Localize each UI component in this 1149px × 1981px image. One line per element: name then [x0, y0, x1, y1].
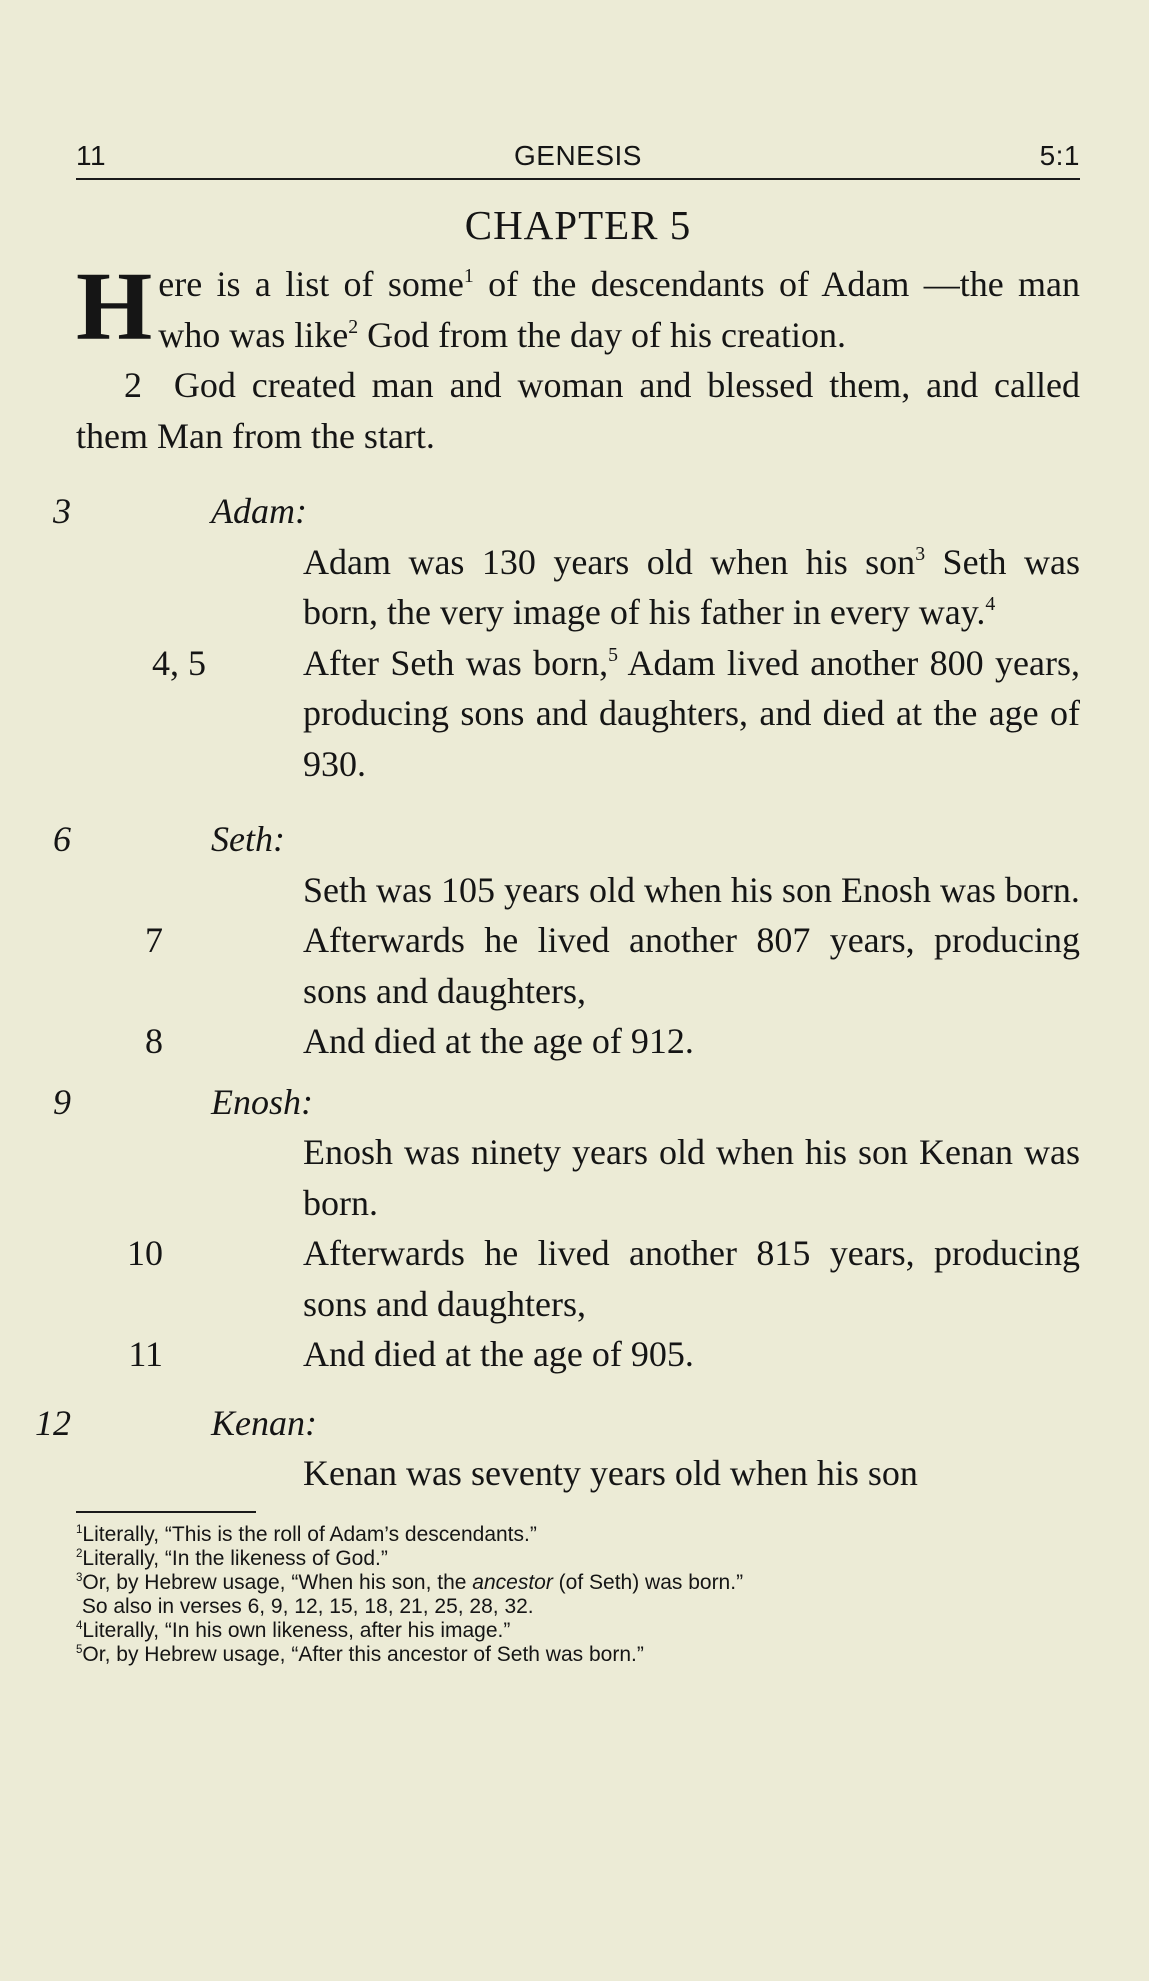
- verse-text: Kenan was seventy years old when his son: [303, 1453, 918, 1493]
- footnote-mark: 3: [76, 1571, 83, 1584]
- verse-4-5: [76, 638, 1080, 790]
- verse-text: Adam lived another 800 years, producing sons and daughters, and died at the age of 930.: [303, 642, 1080, 784]
- intro-paragraph: [76, 253, 1080, 361]
- footnote-rule: [76, 1511, 256, 1513]
- verse-6: [76, 865, 1080, 916]
- running-head: [76, 140, 1080, 180]
- footnote-1: [76, 1523, 1080, 1547]
- chapter-verse-reference: 5:1: [1039, 140, 1080, 171]
- verse-number: 9: [53, 1081, 71, 1122]
- footnotes: [76, 1523, 1080, 1667]
- book-title: GENESIS: [514, 140, 642, 171]
- verse-text: Enosh was ninety years old when his son Kenan was born.: [303, 1132, 1080, 1223]
- verse-text: After Seth was born,: [303, 642, 609, 683]
- verse-8: [76, 1016, 1080, 1067]
- footnote-5: [76, 1643, 1080, 1667]
- verse-number: 10: [127, 1233, 163, 1273]
- verse-number: 11: [128, 1334, 163, 1374]
- footnote-mark: 4: [76, 1619, 83, 1632]
- drop-cap: H: [76, 253, 153, 361]
- intro-text: ere is a list of some: [158, 264, 464, 304]
- footnote-text: Or, by Hebrew usage, “When his son, the: [82, 1570, 473, 1594]
- footnote-mark: 2: [76, 1547, 83, 1560]
- chapter-title: CHAPTER 5: [464, 202, 692, 248]
- footnote-ref: 1: [463, 265, 474, 288]
- intro-text: God from the day of his creation.: [358, 314, 846, 355]
- page: [35, 140, 1080, 1667]
- verse-number: 3: [53, 491, 71, 531]
- intro-text: of the descendants of Adam —the man who was like: [158, 264, 1080, 355]
- footnote-ref: 3: [915, 542, 926, 565]
- footnote-4: [76, 1619, 1080, 1643]
- footnote-text: Literally, “This is the roll of Adam’s descendants.”: [82, 1522, 537, 1546]
- verse-number: 6: [53, 819, 71, 859]
- verse-number: 7: [145, 920, 163, 960]
- footnote-text: Literally, “In the likeness of God.”: [82, 1546, 388, 1570]
- header-rule: [76, 178, 1080, 180]
- verse-text: God created man and woman and blessed them, and called them Man from the start.: [76, 365, 1080, 456]
- footnote-text: Literally, “In his own likeness, after his image.”: [82, 1618, 511, 1642]
- verse-number: 8: [145, 1021, 163, 1061]
- person-heading: Seth:: [211, 819, 285, 859]
- footnote-ref: 2: [348, 315, 359, 338]
- verse-text: And died at the age of 905.: [303, 1334, 694, 1374]
- verse-12: [76, 1448, 1080, 1499]
- verse-3: [76, 537, 1080, 638]
- verse-number: 4, 5: [152, 642, 206, 683]
- page-number: 11: [76, 140, 107, 171]
- footnote-italic: ancestor: [472, 1570, 553, 1594]
- verse-number: 2: [124, 365, 142, 405]
- verse-text: Seth was born, the very image of his father in every way.: [303, 541, 1080, 632]
- person-heading: Kenan:: [211, 1402, 317, 1443]
- section-heading-kenan: [35, 1398, 1080, 1449]
- footnote-3-continued: [76, 1595, 1080, 1619]
- footnote-ref: 5: [608, 643, 619, 666]
- section-heading-adam: [53, 486, 1080, 537]
- section-heading-enosh: [53, 1077, 1080, 1128]
- verse-10: [76, 1228, 1080, 1329]
- person-heading: Adam:: [211, 491, 307, 531]
- verse-7: [76, 915, 1080, 1016]
- footnote-text: Or, by Hebrew usage, “After this ancestor of Seth was born.”: [82, 1642, 644, 1666]
- footnote-mark: 1: [76, 1523, 83, 1536]
- verse-9: [76, 1127, 1080, 1228]
- verse-text: And died at the age of 912.: [303, 1021, 694, 1061]
- footnote-3: [76, 1571, 1080, 1595]
- verse-text: Seth was 105 years old when his son Enosh was born.: [303, 869, 1080, 910]
- verse-text: Afterwards he lived another 807 years, producing sons and daughters,: [303, 920, 1080, 1011]
- footnote-text: So also in verses 6, 9, 12, 15, 18, 21, 25, 28, 32.: [81, 1594, 534, 1618]
- section-heading-seth: [53, 814, 1080, 865]
- verse-text: Afterwards he lived another 815 years, producing sons and daughters,: [303, 1233, 1080, 1324]
- verse-11: [76, 1329, 1080, 1380]
- verse-text: Adam was 130 years old when his son: [303, 541, 916, 582]
- verse-2: [76, 360, 1080, 461]
- footnote-text: (of Seth) was born.”: [552, 1570, 744, 1594]
- footnote-2: [76, 1547, 1080, 1571]
- footnote-ref: 4: [985, 593, 996, 616]
- footnote-mark: 5: [76, 1643, 83, 1656]
- person-heading: Enosh:: [211, 1081, 313, 1122]
- verse-number: 12: [35, 1402, 71, 1443]
